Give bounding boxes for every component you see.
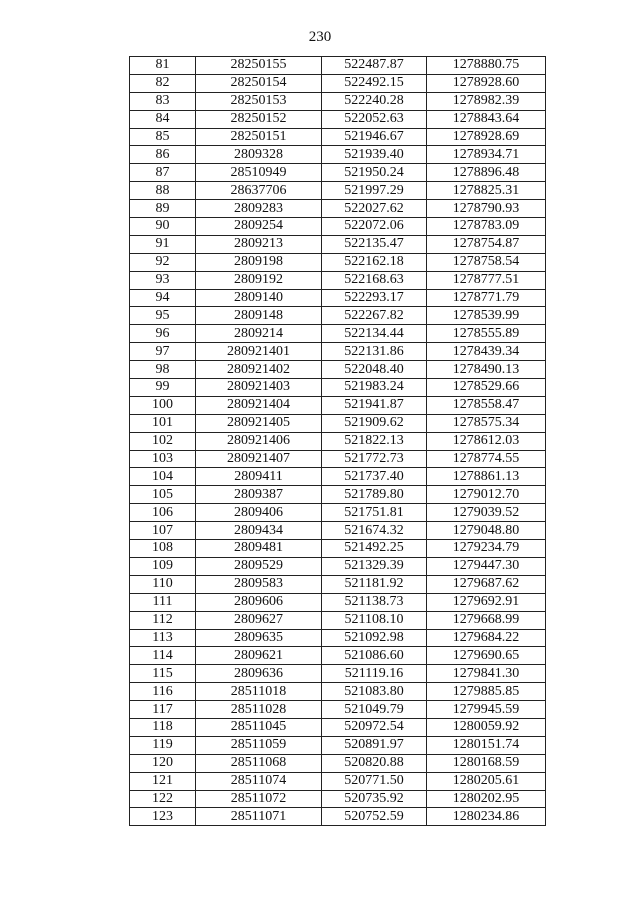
point-id-cell: 28250154 <box>196 74 322 92</box>
table-row <box>130 289 546 307</box>
y-coordinate-cell: 1280202.95 <box>427 790 546 808</box>
point-number-cell: 104 <box>130 468 196 486</box>
x-coordinate-cell: 522131.86 <box>322 343 427 361</box>
x-coordinate-cell: 520972.54 <box>322 718 427 736</box>
point-id-cell: 2809635 <box>196 629 322 647</box>
point-id-cell: 2809583 <box>196 575 322 593</box>
y-coordinate-cell: 1278790.93 <box>427 200 546 218</box>
table-row <box>130 647 546 665</box>
x-coordinate-cell: 520735.92 <box>322 790 427 808</box>
y-coordinate-cell: 1278774.55 <box>427 450 546 468</box>
table-row <box>130 218 546 236</box>
table-row <box>130 110 546 128</box>
point-number-cell: 122 <box>130 790 196 808</box>
point-id-cell: 28250153 <box>196 92 322 110</box>
x-coordinate-cell: 521946.67 <box>322 128 427 146</box>
point-id-cell: 280921404 <box>196 396 322 414</box>
x-coordinate-cell: 521941.87 <box>322 396 427 414</box>
point-id-cell: 28511068 <box>196 754 322 772</box>
point-id-cell: 28250155 <box>196 57 322 75</box>
point-id-cell: 28511072 <box>196 790 322 808</box>
table-row <box>130 468 546 486</box>
point-id-cell: 280921401 <box>196 343 322 361</box>
point-number-cell: 91 <box>130 235 196 253</box>
point-number-cell: 114 <box>130 647 196 665</box>
point-id-cell: 2809627 <box>196 611 322 629</box>
point-id-cell: 28511028 <box>196 701 322 719</box>
y-coordinate-cell: 1278896.48 <box>427 164 546 182</box>
table-row <box>130 504 546 522</box>
point-number-cell: 105 <box>130 486 196 504</box>
table-row <box>130 754 546 772</box>
y-coordinate-cell: 1278490.13 <box>427 361 546 379</box>
point-number-cell: 83 <box>130 92 196 110</box>
point-id-cell: 2809192 <box>196 271 322 289</box>
x-coordinate-cell: 521751.81 <box>322 504 427 522</box>
point-id-cell: 280921405 <box>196 414 322 432</box>
point-id-cell: 2809636 <box>196 665 322 683</box>
x-coordinate-cell: 521138.73 <box>322 593 427 611</box>
y-coordinate-cell: 1279692.91 <box>427 593 546 611</box>
point-number-cell: 98 <box>130 361 196 379</box>
y-coordinate-cell: 1278843.64 <box>427 110 546 128</box>
x-coordinate-cell: 522027.62 <box>322 200 427 218</box>
point-id-cell: 280921406 <box>196 432 322 450</box>
x-coordinate-cell: 520771.50 <box>322 772 427 790</box>
table-row <box>130 200 546 218</box>
y-coordinate-cell: 1278783.09 <box>427 218 546 236</box>
point-id-cell: 28511074 <box>196 772 322 790</box>
x-coordinate-cell: 522293.17 <box>322 289 427 307</box>
point-number-cell: 108 <box>130 540 196 558</box>
x-coordinate-cell: 521086.60 <box>322 647 427 665</box>
table-row <box>130 790 546 808</box>
x-coordinate-cell: 520891.97 <box>322 736 427 754</box>
table-row <box>130 57 546 75</box>
point-id-cell: 28511018 <box>196 683 322 701</box>
x-coordinate-cell: 521492.25 <box>322 540 427 558</box>
x-coordinate-cell: 520820.88 <box>322 754 427 772</box>
y-coordinate-cell: 1278558.47 <box>427 396 546 414</box>
point-number-cell: 97 <box>130 343 196 361</box>
point-number-cell: 81 <box>130 57 196 75</box>
table-row <box>130 253 546 271</box>
point-number-cell: 106 <box>130 504 196 522</box>
y-coordinate-cell: 1280205.61 <box>427 772 546 790</box>
point-id-cell: 280921407 <box>196 450 322 468</box>
table-row <box>130 164 546 182</box>
table-row <box>130 736 546 754</box>
y-coordinate-cell: 1279945.59 <box>427 701 546 719</box>
x-coordinate-cell: 522240.28 <box>322 92 427 110</box>
point-number-cell: 115 <box>130 665 196 683</box>
x-coordinate-cell: 521822.13 <box>322 432 427 450</box>
x-coordinate-cell: 522048.40 <box>322 361 427 379</box>
point-number-cell: 103 <box>130 450 196 468</box>
x-coordinate-cell: 521909.62 <box>322 414 427 432</box>
point-number-cell: 116 <box>130 683 196 701</box>
point-id-cell: 28511045 <box>196 718 322 736</box>
table-row <box>130 593 546 611</box>
y-coordinate-cell: 1279690.65 <box>427 647 546 665</box>
x-coordinate-cell: 522162.18 <box>322 253 427 271</box>
table-row <box>130 486 546 504</box>
x-coordinate-cell: 521983.24 <box>322 379 427 397</box>
point-number-cell: 101 <box>130 414 196 432</box>
table-row <box>130 540 546 558</box>
table-row <box>130 665 546 683</box>
y-coordinate-cell: 1278934.71 <box>427 146 546 164</box>
table-row <box>130 683 546 701</box>
point-number-cell: 82 <box>130 74 196 92</box>
y-coordinate-cell: 1279012.70 <box>427 486 546 504</box>
table-row <box>130 74 546 92</box>
table-row <box>130 182 546 200</box>
table-row <box>130 128 546 146</box>
y-coordinate-cell: 1280234.86 <box>427 808 546 826</box>
table-row <box>130 92 546 110</box>
point-id-cell: 2809529 <box>196 557 322 575</box>
y-coordinate-cell: 1279234.79 <box>427 540 546 558</box>
table-row <box>130 701 546 719</box>
x-coordinate-cell: 521092.98 <box>322 629 427 647</box>
point-id-cell: 28637706 <box>196 182 322 200</box>
point-id-cell: 2809411 <box>196 468 322 486</box>
y-coordinate-cell: 1278539.99 <box>427 307 546 325</box>
point-number-cell: 119 <box>130 736 196 754</box>
x-coordinate-cell: 521939.40 <box>322 146 427 164</box>
x-coordinate-cell: 522134.44 <box>322 325 427 343</box>
point-number-cell: 90 <box>130 218 196 236</box>
table-row <box>130 379 546 397</box>
x-coordinate-cell: 522135.47 <box>322 235 427 253</box>
point-id-cell: 2809148 <box>196 307 322 325</box>
point-number-cell: 117 <box>130 701 196 719</box>
point-id-cell: 2809198 <box>196 253 322 271</box>
x-coordinate-cell: 521181.92 <box>322 575 427 593</box>
point-id-cell: 2809481 <box>196 540 322 558</box>
point-number-cell: 94 <box>130 289 196 307</box>
point-number-cell: 84 <box>130 110 196 128</box>
y-coordinate-cell: 1278928.60 <box>427 74 546 92</box>
y-coordinate-cell: 1278529.66 <box>427 379 546 397</box>
x-coordinate-cell: 521083.80 <box>322 683 427 701</box>
y-coordinate-cell: 1280151.74 <box>427 736 546 754</box>
point-id-cell: 28250152 <box>196 110 322 128</box>
point-number-cell: 92 <box>130 253 196 271</box>
table-row <box>130 718 546 736</box>
x-coordinate-cell: 521737.40 <box>322 468 427 486</box>
point-id-cell: 2809213 <box>196 235 322 253</box>
point-id-cell: 280921403 <box>196 379 322 397</box>
y-coordinate-cell: 1278825.31 <box>427 182 546 200</box>
point-id-cell: 28511059 <box>196 736 322 754</box>
x-coordinate-cell: 522072.06 <box>322 218 427 236</box>
y-coordinate-cell: 1279668.99 <box>427 611 546 629</box>
table-row <box>130 271 546 289</box>
coordinates-table-container <box>129 56 546 826</box>
y-coordinate-cell: 1279841.30 <box>427 665 546 683</box>
y-coordinate-cell: 1278771.79 <box>427 289 546 307</box>
point-number-cell: 86 <box>130 146 196 164</box>
point-number-cell: 96 <box>130 325 196 343</box>
point-number-cell: 121 <box>130 772 196 790</box>
x-coordinate-cell: 521108.10 <box>322 611 427 629</box>
point-number-cell: 89 <box>130 200 196 218</box>
table-row <box>130 557 546 575</box>
y-coordinate-cell: 1278777.51 <box>427 271 546 289</box>
point-number-cell: 120 <box>130 754 196 772</box>
x-coordinate-cell: 521049.79 <box>322 701 427 719</box>
point-id-cell: 2809214 <box>196 325 322 343</box>
table-row <box>130 307 546 325</box>
table-row <box>130 772 546 790</box>
y-coordinate-cell: 1279885.85 <box>427 683 546 701</box>
point-number-cell: 109 <box>130 557 196 575</box>
table-row <box>130 611 546 629</box>
point-id-cell: 28511071 <box>196 808 322 826</box>
point-number-cell: 112 <box>130 611 196 629</box>
point-id-cell: 280921402 <box>196 361 322 379</box>
table-row <box>130 575 546 593</box>
y-coordinate-cell: 1279687.62 <box>427 575 546 593</box>
y-coordinate-cell: 1279684.22 <box>427 629 546 647</box>
point-id-cell: 2809140 <box>196 289 322 307</box>
y-coordinate-cell: 1278612.03 <box>427 432 546 450</box>
y-coordinate-cell: 1279039.52 <box>427 504 546 522</box>
x-coordinate-cell: 521772.73 <box>322 450 427 468</box>
y-coordinate-cell: 1279447.30 <box>427 557 546 575</box>
coordinates-table <box>129 56 546 826</box>
x-coordinate-cell: 522052.63 <box>322 110 427 128</box>
point-number-cell: 107 <box>130 522 196 540</box>
y-coordinate-cell: 1278555.89 <box>427 325 546 343</box>
table-row <box>130 361 546 379</box>
x-coordinate-cell: 521950.24 <box>322 164 427 182</box>
point-id-cell: 2809254 <box>196 218 322 236</box>
y-coordinate-cell: 1278982.39 <box>427 92 546 110</box>
x-coordinate-cell: 522487.87 <box>322 57 427 75</box>
y-coordinate-cell: 1278861.13 <box>427 468 546 486</box>
x-coordinate-cell: 521119.16 <box>322 665 427 683</box>
y-coordinate-cell: 1278880.75 <box>427 57 546 75</box>
y-coordinate-cell: 1280168.59 <box>427 754 546 772</box>
point-number-cell: 123 <box>130 808 196 826</box>
table-row <box>130 325 546 343</box>
page-number: 230 <box>308 29 332 45</box>
point-number-cell: 118 <box>130 718 196 736</box>
point-id-cell: 2809621 <box>196 647 322 665</box>
point-id-cell: 28510949 <box>196 164 322 182</box>
point-number-cell: 99 <box>130 379 196 397</box>
point-number-cell: 87 <box>130 164 196 182</box>
y-coordinate-cell: 1278928.69 <box>427 128 546 146</box>
point-id-cell: 2809387 <box>196 486 322 504</box>
x-coordinate-cell: 522168.63 <box>322 271 427 289</box>
point-number-cell: 111 <box>130 593 196 611</box>
point-id-cell: 28250151 <box>196 128 322 146</box>
y-coordinate-cell: 1278754.87 <box>427 235 546 253</box>
x-coordinate-cell: 521329.39 <box>322 557 427 575</box>
x-coordinate-cell: 521997.29 <box>322 182 427 200</box>
table-row <box>130 235 546 253</box>
table-row <box>130 629 546 647</box>
point-id-cell: 2809606 <box>196 593 322 611</box>
point-number-cell: 88 <box>130 182 196 200</box>
x-coordinate-cell: 520752.59 <box>322 808 427 826</box>
table-row <box>130 808 546 826</box>
table-row <box>130 522 546 540</box>
point-id-cell: 2809283 <box>196 200 322 218</box>
table-row <box>130 414 546 432</box>
x-coordinate-cell: 522492.15 <box>322 74 427 92</box>
x-coordinate-cell: 521789.80 <box>322 486 427 504</box>
point-number-cell: 110 <box>130 575 196 593</box>
point-number-cell: 95 <box>130 307 196 325</box>
table-row <box>130 432 546 450</box>
table-row <box>130 396 546 414</box>
x-coordinate-cell: 522267.82 <box>322 307 427 325</box>
y-coordinate-cell: 1278758.54 <box>427 253 546 271</box>
point-id-cell: 2809406 <box>196 504 322 522</box>
y-coordinate-cell: 1278439.34 <box>427 343 546 361</box>
point-number-cell: 85 <box>130 128 196 146</box>
point-id-cell: 2809434 <box>196 522 322 540</box>
table-row <box>130 343 546 361</box>
point-number-cell: 100 <box>130 396 196 414</box>
point-id-cell: 2809328 <box>196 146 322 164</box>
point-number-cell: 102 <box>130 432 196 450</box>
y-coordinate-cell: 1278575.34 <box>427 414 546 432</box>
point-number-cell: 93 <box>130 271 196 289</box>
y-coordinate-cell: 1280059.92 <box>427 718 546 736</box>
table-body <box>130 57 546 826</box>
point-number-cell: 113 <box>130 629 196 647</box>
table-row <box>130 450 546 468</box>
table-row <box>130 146 546 164</box>
x-coordinate-cell: 521674.32 <box>322 522 427 540</box>
y-coordinate-cell: 1279048.80 <box>427 522 546 540</box>
